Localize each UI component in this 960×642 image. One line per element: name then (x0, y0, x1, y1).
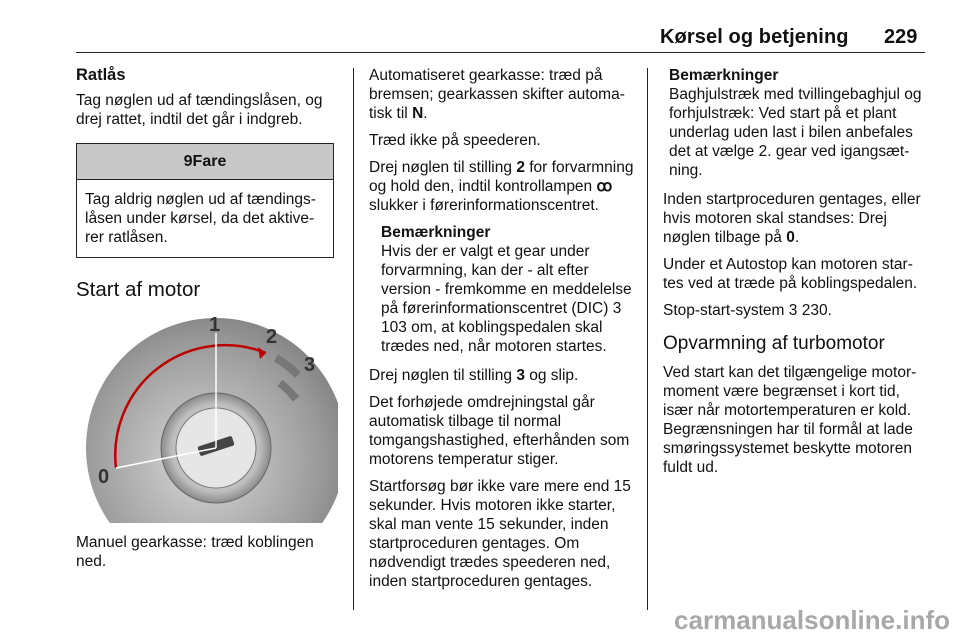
manual-gearbox-text: Manuel gearkasse: træd koblingen ned. (76, 534, 314, 570)
page-header-title: Kørsel og betjening (660, 26, 849, 48)
header-rule (76, 52, 925, 53)
note-label: Bemærkninger (381, 224, 491, 241)
stop-start-reference[interactable]: Stop-start-system 3 230. (663, 302, 832, 319)
position-label-1: 1 (209, 314, 221, 336)
automated-gearbox-text: Automatiseret gearkasse: træd på bremsen; gearkassen skifter automatisk til N. (369, 67, 625, 122)
page-number: 229 (884, 26, 918, 48)
column-2 (369, 66, 635, 599)
ignition-switch-illustration (76, 313, 338, 523)
note-box-2: Bemærkninger Baghjulstræk med tvillingebaghjul og forhjulstræk: Ved start på et plant underlag uden last i bilen anbefales det at vælge 2. gear ved igangsætning. (663, 66, 927, 180)
restart-text: Inden startproceduren gentages, eller hvis motoren skal standses: Drej nøglen tilbage på 0. (663, 191, 921, 246)
position-label-3: 3 (304, 354, 316, 376)
reference-arrow-icon: 3 (612, 300, 622, 317)
no-accelerator-text: Træd ikke på speederen. (369, 132, 541, 149)
position-3-text: Drej nøglen til stilling 3 og slip. (369, 367, 579, 384)
section-heading-turbo: Opvarmning af turbomotor (663, 333, 885, 354)
column-divider-1 (353, 68, 354, 610)
warning-icon: 9 (183, 153, 193, 170)
turbo-text: Ved start kan det tilgængelige motormoment være begrænset i kort tid, især når motortemperaturen er kold. Begrænsningen har til formål at lade smøringssystemet beskytte motoren fuldt ud. (663, 364, 917, 476)
preheat-text: Drej nøglen til stilling 2 for forvarmning og hold den, indtil kontrollampen ꝏ slukker i førerinformationscentret. (369, 159, 634, 214)
column-1 (76, 66, 338, 579)
section-heading-start-motor: Start af motor (76, 278, 201, 301)
ignition-figure (76, 313, 338, 523)
start-attempt-text: Startforsøg bør ikke vare mere end 15 sekunder. Hvis motoren ikke starter, skal man vente 15 sekunder, inden startproceduren gentages. Om nødvendigt trædes speederen ned, inden startproceduren gentages. (369, 478, 631, 590)
idle-speed-text: Det forhøjede omdrejningstal går automatisk tilbage til normal tomgangshastighed, efterhånden som motorens temperatur stiger. (369, 394, 630, 468)
warning-box (76, 143, 334, 258)
glow-plug-icon: ꝏ (596, 178, 613, 195)
warning-label: Fare (192, 153, 227, 170)
warning-header (77, 144, 333, 180)
warning-text: Tag aldrig nøglen ud af tændingslåsen under kørsel, da det aktiverer ratlåsen. (85, 191, 316, 246)
position-label-0: 0 (98, 466, 110, 488)
autostop-text: Under et Autostop kan motoren startes ved at træde på koblingspedalen. (663, 256, 918, 292)
ratlaas-text: Tag nøglen ud af tændingslåsen, og drej rattet, indtil det går i indgreb. (76, 92, 323, 128)
note-label-2: Bemærkninger (669, 67, 779, 84)
reference-arrow-icon: 3 (788, 302, 798, 319)
column-divider-2 (647, 68, 648, 610)
column-3 (663, 66, 927, 485)
position-label-2: 2 (266, 326, 278, 348)
note-box: Bemærkninger Hvis der er valgt et gear under forvarmning, kan der - alt efter version - fremkomme en meddelelse på førerinformationscentret (DIC) 3 103 om, at koblingspedalen skal trædes ned, når motoren startes. (369, 223, 635, 356)
ratlaas-heading: Ratlås (76, 66, 126, 84)
watermark: carmanualsonline.info (674, 605, 950, 635)
